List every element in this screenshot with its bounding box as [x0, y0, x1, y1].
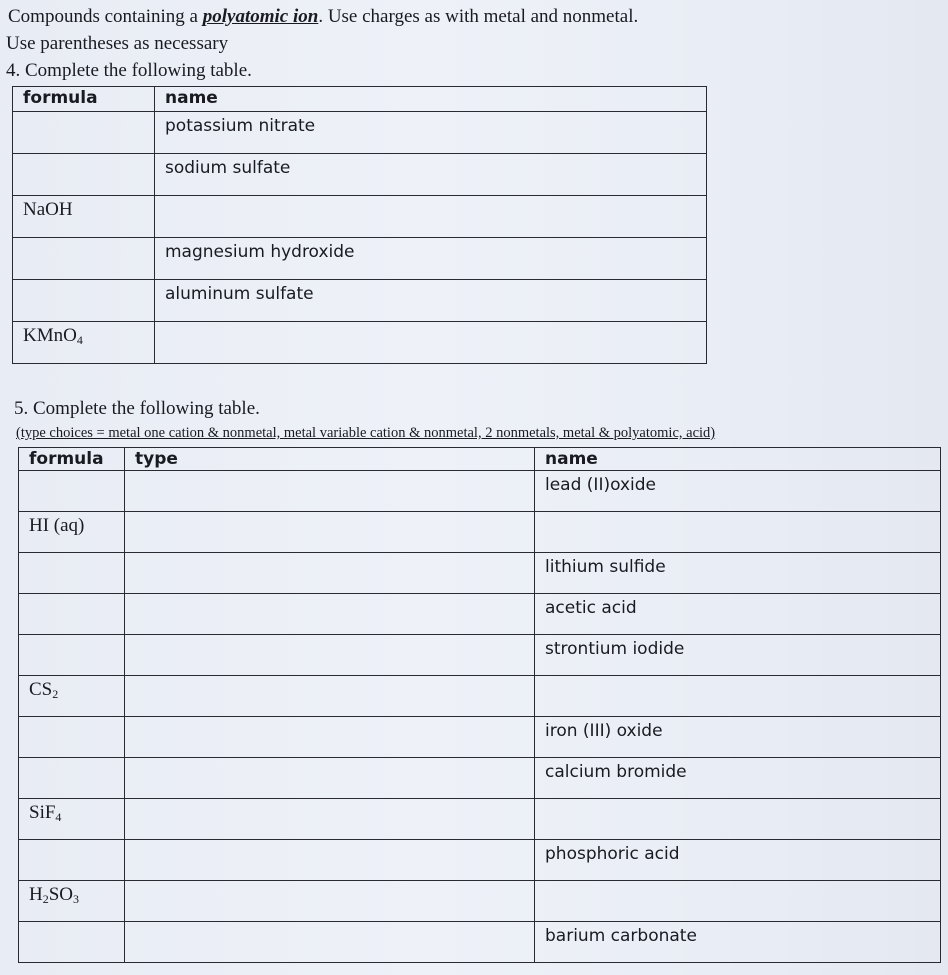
q5-formula-text: SO [48, 884, 74, 905]
q5-header-row [19, 448, 941, 471]
q4-row [13, 280, 707, 322]
q5-header-name: name [535, 448, 941, 471]
q4-header-formula: formula [13, 87, 155, 112]
q4-name-cell[interactable]: magnesium hydroxide [155, 238, 707, 280]
q4-name-cell[interactable]: potassium nitrate [155, 112, 707, 154]
q5-name-cell[interactable] [535, 676, 941, 717]
q5-name-cell[interactable]: calcium bromide [535, 758, 941, 799]
q5-row [19, 799, 941, 840]
q5-type-cell[interactable] [125, 471, 535, 512]
q5-row [19, 758, 941, 799]
q5-formula-text: SiF [29, 802, 56, 823]
q4-formula-subscript: 4 [76, 333, 83, 347]
q5-formula-subscript: 2 [42, 892, 49, 906]
q4-table [12, 86, 707, 364]
q4-row [13, 322, 707, 364]
q5-type-cell[interactable] [125, 799, 535, 840]
q5-formula-cell[interactable] [19, 799, 125, 840]
intro-text-after: . Use charges as with metal and nonmetal. [318, 6, 639, 27]
q5-formula-cell[interactable] [19, 635, 125, 676]
q5-formula-cell[interactable] [19, 594, 125, 635]
q5-formula-text: CS [29, 679, 53, 700]
q5-formula-cell[interactable] [19, 922, 125, 963]
q5-row [19, 881, 941, 922]
q5-type-cell[interactable] [125, 594, 535, 635]
q5-name-cell[interactable]: barium carbonate [535, 922, 941, 963]
q4-row [13, 196, 707, 238]
q4-formula-cell[interactable] [13, 322, 155, 364]
q5-formula-cell[interactable] [19, 758, 125, 799]
q5-row [19, 676, 941, 717]
q4-formula-cell[interactable] [13, 154, 155, 196]
q5-row [19, 471, 941, 512]
q4-name-cell[interactable]: sodium sulfate [155, 154, 707, 196]
q5-type-cell[interactable] [125, 881, 535, 922]
q5-formula-cell[interactable] [19, 512, 125, 553]
q4-formula-cell[interactable] [13, 280, 155, 322]
q5-formula-cell[interactable] [19, 471, 125, 512]
q5-row [19, 512, 941, 553]
q5-name-cell[interactable]: lead (II)oxide [535, 471, 941, 512]
q5-formula-subscript: 4 [55, 810, 62, 824]
intro-line-2: Use parentheses as necessary [6, 33, 229, 54]
q5-type-cell[interactable] [125, 553, 535, 594]
q5-type-cell[interactable] [125, 717, 535, 758]
q4-name-cell[interactable] [155, 196, 707, 238]
q5-title: 5. Complete the following table. [14, 398, 260, 419]
intro-highlight: polyatomic ion [202, 6, 319, 27]
q5-name-cell[interactable] [535, 881, 941, 922]
intro-text-before: Compounds containing a [8, 6, 203, 27]
q5-type-cell[interactable] [125, 512, 535, 553]
q5-table [18, 447, 941, 963]
q5-formula-text: HI (aq) [29, 515, 85, 536]
q5-type-cell[interactable] [125, 635, 535, 676]
q5-name-cell[interactable] [535, 512, 941, 553]
q5-type-cell[interactable] [125, 676, 535, 717]
q4-formula-text: NaOH [23, 199, 73, 220]
q4-formula-cell[interactable] [13, 238, 155, 280]
q5-name-cell[interactable]: phosphoric acid [535, 840, 941, 881]
q5-row [19, 840, 941, 881]
q5-type-cell[interactable] [125, 758, 535, 799]
q4-formula-text: KMnO [23, 325, 77, 346]
q5-formula-cell[interactable] [19, 717, 125, 758]
q4-name-cell[interactable]: aluminum sulfate [155, 280, 707, 322]
q5-formula-cell[interactable] [19, 676, 125, 717]
q5-name-cell[interactable]: acetic acid [535, 594, 941, 635]
q5-name-cell[interactable]: iron (III) oxide [535, 717, 941, 758]
q4-row [13, 238, 707, 280]
q5-name-cell[interactable]: lithium sulfide [535, 553, 941, 594]
q5-row [19, 922, 941, 963]
q5-formula-text: H [29, 884, 43, 905]
q5-header-type: type [125, 448, 535, 471]
q4-formula-cell[interactable] [13, 112, 155, 154]
q5-header-formula: formula [19, 448, 125, 471]
q5-formula-subscript: 3 [73, 892, 80, 906]
q5-name-cell[interactable]: strontium iodide [535, 635, 941, 676]
q5-row [19, 594, 941, 635]
q5-name-cell[interactable] [535, 799, 941, 840]
q5-row [19, 717, 941, 758]
q5-formula-cell[interactable] [19, 840, 125, 881]
q5-type-choices: (type choices = metal one cation & nonmetal, metal variable cation & nonmetal, 2 nonmetals, metal & polyatomic, acid) [16, 425, 716, 441]
q5-type-cell[interactable] [125, 922, 535, 963]
q4-name-cell[interactable] [155, 322, 707, 364]
q5-formula-cell[interactable] [19, 553, 125, 594]
q5-row [19, 635, 941, 676]
q4-title: 4. Complete the following table. [6, 60, 252, 81]
q4-formula-cell[interactable] [13, 196, 155, 238]
q4-header-row [13, 87, 707, 112]
q4-row [13, 112, 707, 154]
q5-row [19, 553, 941, 594]
intro-line-1 [8, 6, 638, 28]
q4-row [13, 154, 707, 196]
q5-formula-cell[interactable] [19, 881, 125, 922]
q5-formula-subscript: 2 [52, 687, 59, 701]
q5-type-cell[interactable] [125, 840, 535, 881]
q4-header-name: name [155, 87, 707, 112]
